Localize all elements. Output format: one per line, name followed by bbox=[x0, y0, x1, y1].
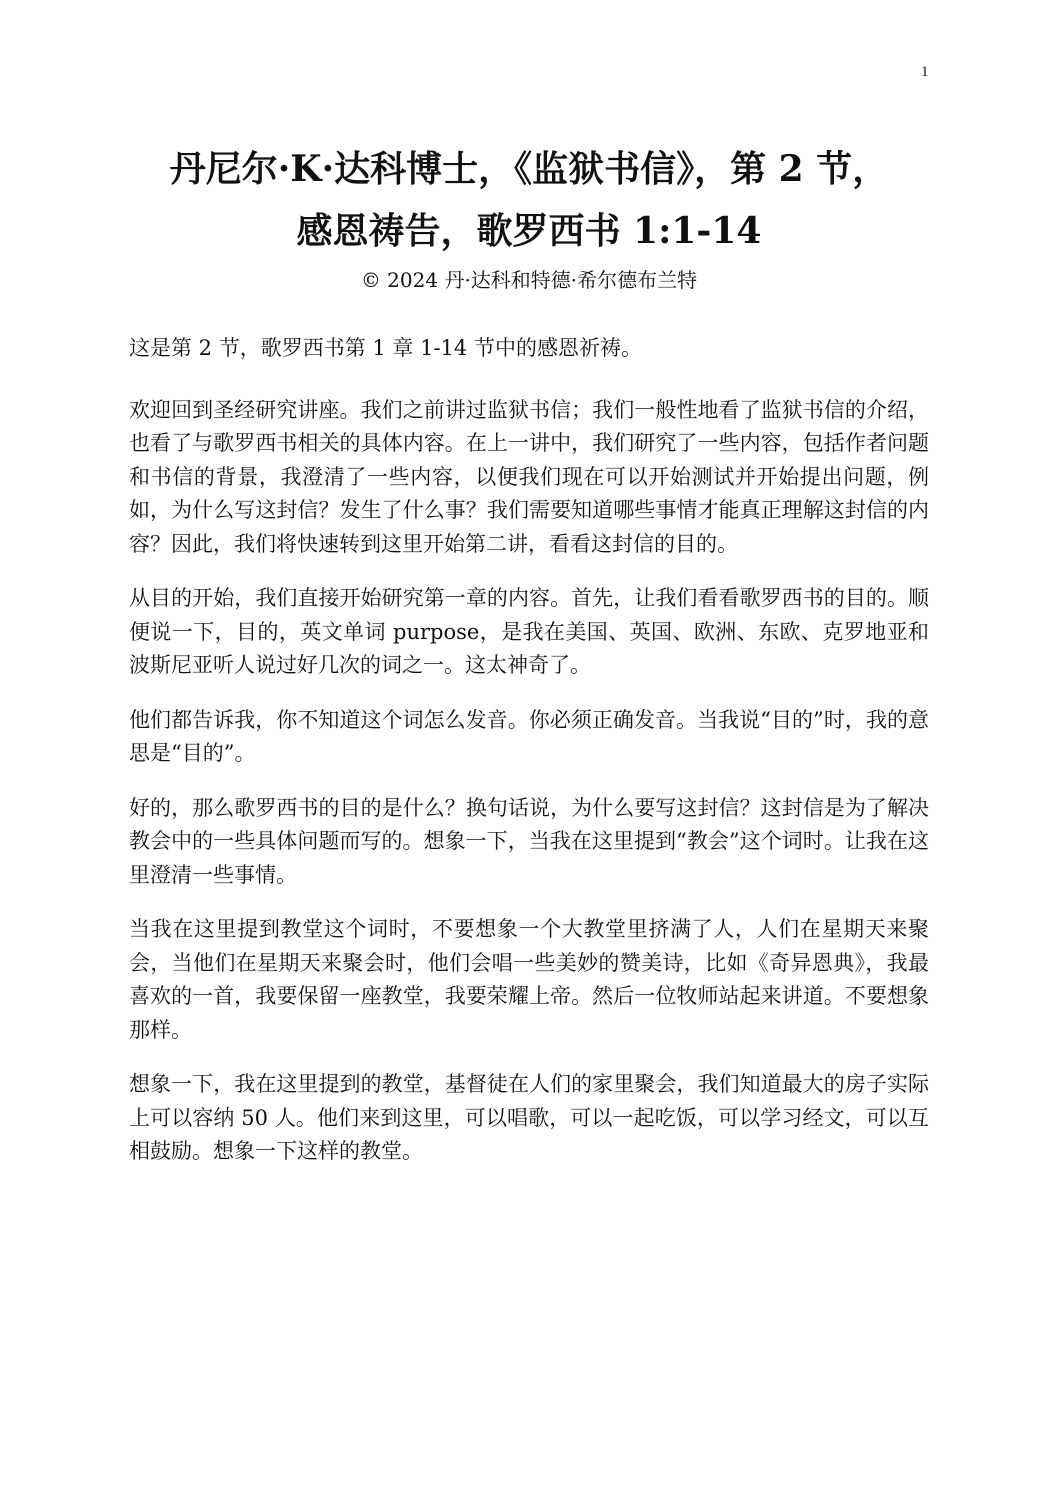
paragraph: 想象一下，我在这里提到的教堂，基督徒在人们的家里聚会，我们知道最大的房子实际上可以容纳 50 人。他们来到这里，可以唱歌，可以一起吃饭，可以学习经文，可以互相鼓励。想象一下这样的教堂。 bbox=[129, 1072, 929, 1163]
paragraph: 当我在这里提到教堂这个词时，不要想象一个大教堂里挤满了人，人们在星期天来聚会，当他们在星期天来聚会时，他们会唱一些美妙的赞美诗，比如《奇异恩典》，我最喜欢的一首，我要保留一座教堂，我要荣耀上帝。然后一位牧师站起来讲道。不要想象那样。 bbox=[129, 917, 929, 1042]
paragraph-intro: 这是第 2 节，歌罗西书第 1 章 1-14 节中的感恩祈祷。 bbox=[129, 336, 642, 360]
title-line-2: 感恩祷告，歌罗西书 1:1-14 bbox=[296, 210, 762, 252]
copyright-line: © 2024 丹·达科和特德·希尔德布兰特 bbox=[360, 268, 698, 292]
paragraph: 他们都告诉我，你不知道这个词怎么发音。你必须正确发音。当我说“目的”时，我的意思是“目的”。 bbox=[129, 707, 929, 765]
title-line-1: 丹尼尔·K·达科博士，《监狱书信》，第 2 节， bbox=[169, 148, 889, 190]
paragraph: 欢迎回到圣经研究讲座。我们之前讲过监狱书信；我们一般性地看了监狱书信的介绍，也看了与歌罗西书相关的具体内容。在上一讲中，我们研究了一些内容，包括作者问题和书信的背景，我澄清了一些内容，以便我们现在可以开始测试并开始提出问题，例如，为什么写这封信？发生了什么事？我们需要知道哪些事情才能真正理解这封信的内容？因此，我们将快速转到这里开始第二讲，看看这封信的目的。 bbox=[129, 397, 929, 556]
document-title bbox=[100, 138, 958, 262]
page-number: 1 bbox=[921, 64, 929, 80]
paragraph: 从目的开始，我们直接开始研究第一章的内容。首先，让我们看看歌罗西书的目的。顺便说一下，目的，英文单词 purpose，是我在美国、英国、欧洲、东欧、克罗地亚和波斯尼亚听人说过好几次的词之一。这太神奇了。 bbox=[129, 586, 929, 677]
paragraph: 好的，那么歌罗西书的目的是什么？换句话说，为什么要写这封信？这封信是为了解决教会中的一些具体问题而写的。想象一下，当我在这里提到“教会”这个词时。让我在这里澄清一些事情。 bbox=[129, 795, 929, 887]
document-body bbox=[129, 332, 929, 1190]
